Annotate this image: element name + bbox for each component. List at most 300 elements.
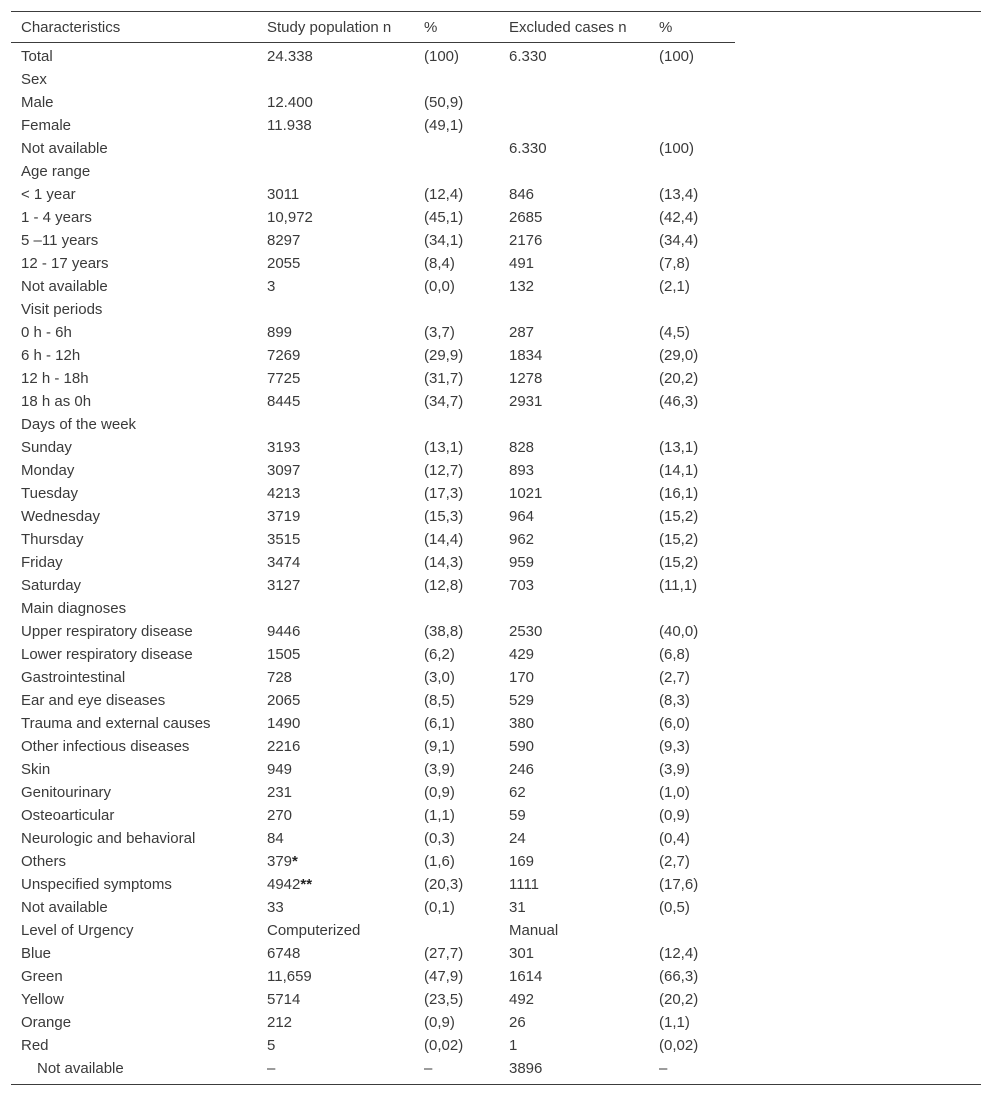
- cell-excluded-n-text: 964: [509, 508, 535, 525]
- cell-excluded-percent: [649, 965, 735, 988]
- cell-study-n-text: 231: [267, 784, 293, 801]
- table-row: [11, 91, 735, 114]
- cell-excluded-percent-text: (2,7): [659, 669, 690, 686]
- cell-characteristic: [11, 206, 257, 229]
- cell-study-n-text: 8297: [267, 232, 301, 249]
- cell-characteristic-text: 0 h - 6h: [21, 324, 72, 341]
- cell-study-percent-text: (12,4): [424, 186, 464, 203]
- cell-characteristic: [11, 689, 257, 712]
- cell-study-n-text: 1505: [267, 646, 301, 663]
- cell-excluded-n: [499, 367, 649, 390]
- cell-excluded-percent: [649, 68, 735, 91]
- table-row: [11, 321, 735, 344]
- cell-excluded-n: [499, 827, 649, 850]
- table-row: [11, 850, 735, 873]
- cell-characteristic-text: 5 –11 years: [21, 232, 99, 249]
- cell-excluded-percent: [649, 620, 735, 643]
- cell-study-n: [257, 482, 414, 505]
- cell-characteristic-text: Sunday: [21, 439, 72, 456]
- cell-characteristic-text: Friday: [21, 554, 63, 571]
- cell-characteristic-text: Wednesday: [21, 508, 100, 525]
- table-row: [11, 1034, 735, 1057]
- cell-study-n: [257, 919, 414, 942]
- cell-study-percent: [414, 574, 499, 597]
- cell-excluded-n: [499, 804, 649, 827]
- cell-study-n-text: 11.938: [267, 117, 312, 134]
- cell-study-percent-text: (12,7): [424, 462, 464, 479]
- cell-study-n: [257, 620, 414, 643]
- cell-excluded-n: [499, 1011, 649, 1034]
- cell-excluded-n-text: 6.330: [509, 140, 547, 157]
- cell-excluded-percent: [649, 689, 735, 712]
- cell-study-n-text: 3097: [267, 462, 301, 479]
- cell-study-n: [257, 988, 414, 1011]
- cell-excluded-n-text: 26: [509, 1014, 526, 1031]
- table-row: [11, 597, 735, 620]
- cell-study-n: [257, 275, 414, 298]
- cell-excluded-percent-text: (34,4): [659, 232, 699, 249]
- cell-excluded-percent: [649, 735, 735, 758]
- cell-excluded-n: [499, 942, 649, 965]
- cell-excluded-n: [499, 1057, 649, 1080]
- cell-study-percent-text: (31,7): [424, 370, 464, 387]
- table-row: [11, 206, 735, 229]
- cell-excluded-n-text: 590: [509, 738, 535, 755]
- cell-excluded-percent: [649, 459, 735, 482]
- cell-study-n-text: 5: [267, 1037, 276, 1054]
- cell-study-n: [257, 804, 414, 827]
- cell-excluded-percent: [649, 413, 735, 436]
- cell-excluded-n: [499, 321, 649, 344]
- cell-characteristic-text: Trauma and external causes: [21, 715, 211, 732]
- cell-study-percent: [414, 965, 499, 988]
- cell-excluded-n-text: 169: [509, 853, 535, 870]
- characteristics-table: [11, 12, 735, 1080]
- cell-study-n: [257, 137, 414, 160]
- cell-characteristic-text: 6 h - 12h: [21, 347, 81, 364]
- table-row: [11, 689, 735, 712]
- cell-excluded-percent-text: (9,3): [659, 738, 690, 755]
- cell-excluded-percent-text: (3,9): [659, 761, 690, 778]
- cell-excluded-n: [499, 68, 649, 91]
- cell-excluded-percent: [649, 781, 735, 804]
- cell-study-percent: [414, 597, 499, 620]
- cell-excluded-percent-text: (13,4): [659, 186, 699, 203]
- cell-excluded-percent-text: –: [659, 1060, 668, 1077]
- cell-excluded-percent: [649, 344, 735, 367]
- cell-excluded-percent: [649, 91, 735, 114]
- cell-characteristic-text: Female: [21, 117, 72, 134]
- header-excluded-cases-n: Excluded cases n: [499, 12, 649, 43]
- cell-study-percent-text: (47,9): [424, 968, 464, 985]
- cell-excluded-percent: [649, 298, 735, 321]
- cell-excluded-percent: [649, 43, 735, 69]
- table-row: [11, 804, 735, 827]
- cell-study-n-text: 3719: [267, 508, 301, 525]
- cell-characteristic-text: Ear and eye diseases: [21, 692, 166, 709]
- cell-study-percent-text: (8,5): [424, 692, 455, 709]
- cell-excluded-n-text: 2530: [509, 623, 543, 640]
- cell-characteristic: [11, 574, 257, 597]
- cell-study-n: [257, 183, 414, 206]
- cell-excluded-percent: [649, 252, 735, 275]
- cell-study-n-text: –: [267, 1060, 276, 1077]
- table-row: [11, 1011, 735, 1034]
- cell-study-percent: [414, 252, 499, 275]
- cell-excluded-n: [499, 137, 649, 160]
- cell-excluded-n: [499, 528, 649, 551]
- cell-excluded-n: [499, 206, 649, 229]
- cell-excluded-percent-text: (20,2): [659, 991, 699, 1008]
- cell-characteristic-text: 18 h as 0h: [21, 393, 92, 410]
- cell-study-n-text: 7269: [267, 347, 301, 364]
- cell-excluded-percent-text: (46,3): [659, 393, 699, 410]
- cell-study-percent: [414, 206, 499, 229]
- cell-study-n: [257, 597, 414, 620]
- table-row: [11, 528, 735, 551]
- cell-excluded-percent: [649, 505, 735, 528]
- table-row: [11, 436, 735, 459]
- cell-study-n: [257, 206, 414, 229]
- cell-excluded-n-text: 31: [509, 899, 526, 916]
- table-row: [11, 252, 735, 275]
- cell-study-percent-text: (8,4): [424, 255, 455, 272]
- cell-study-percent-text: (34,7): [424, 393, 464, 410]
- cell-excluded-n-text: 846: [509, 186, 535, 203]
- cell-study-percent-text: (23,5): [424, 991, 464, 1008]
- cell-characteristic: [11, 413, 257, 436]
- cell-study-percent-text: (1,6): [424, 853, 455, 870]
- cell-characteristic: [11, 827, 257, 850]
- cell-characteristic: [11, 712, 257, 735]
- cell-characteristic: [11, 183, 257, 206]
- cell-excluded-n: [499, 643, 649, 666]
- table-row: [11, 137, 735, 160]
- cell-characteristic-text: Red: [21, 1037, 49, 1054]
- cell-study-percent-text: (3,0): [424, 669, 455, 686]
- cell-excluded-percent-text: (66,3): [659, 968, 699, 985]
- cell-excluded-n-text: 6.330: [509, 48, 547, 65]
- cell-excluded-n: [499, 873, 649, 896]
- cell-study-n-text: 11,659: [267, 968, 312, 985]
- cell-study-n: [257, 43, 414, 69]
- cell-study-n: [257, 229, 414, 252]
- cell-excluded-percent-text: (0,5): [659, 899, 690, 916]
- cell-excluded-n-text: 959: [509, 554, 535, 571]
- cell-characteristic-text: Age range: [21, 163, 91, 180]
- table-row: [11, 896, 735, 919]
- cell-characteristic-text: 12 h - 18h: [21, 370, 89, 387]
- cell-excluded-percent: [649, 850, 735, 873]
- cell-study-percent-text: (12,8): [424, 577, 464, 594]
- cell-study-n: [257, 689, 414, 712]
- table-row: [11, 919, 735, 942]
- table-row: [11, 873, 735, 896]
- cell-excluded-percent-text: (42,4): [659, 209, 699, 226]
- cell-excluded-percent: [649, 528, 735, 551]
- cell-characteristic: [11, 229, 257, 252]
- table-row: [11, 344, 735, 367]
- cell-excluded-n-text: 492: [509, 991, 535, 1008]
- cell-excluded-n-text: 132: [509, 278, 535, 295]
- table-row: [11, 482, 735, 505]
- cell-characteristic: [11, 160, 257, 183]
- cell-characteristic-text: Visit periods: [21, 301, 103, 318]
- cell-characteristic-text: Monday: [21, 462, 75, 479]
- cell-excluded-percent-text: (11,1): [659, 577, 698, 594]
- table-row: [11, 965, 735, 988]
- cell-characteristic-text: Total: [21, 48, 53, 65]
- cell-excluded-n: [499, 114, 649, 137]
- cell-study-n: [257, 321, 414, 344]
- table-row: [11, 275, 735, 298]
- cell-excluded-n: [499, 689, 649, 712]
- cell-characteristic-text: Thursday: [21, 531, 84, 548]
- cell-study-n: [257, 896, 414, 919]
- cell-study-percent: [414, 43, 499, 69]
- cell-excluded-percent-text: (20,2): [659, 370, 699, 387]
- cell-excluded-percent: [649, 1034, 735, 1057]
- cell-excluded-n-text: 59: [509, 807, 526, 824]
- cell-study-n: [257, 298, 414, 321]
- cell-study-percent: [414, 390, 499, 413]
- cell-characteristic: [11, 114, 257, 137]
- table-row: [11, 827, 735, 850]
- cell-excluded-percent-text: (0,9): [659, 807, 690, 824]
- cell-characteristic: [11, 459, 257, 482]
- cell-study-n: [257, 574, 414, 597]
- cell-study-n-text: 728: [267, 669, 293, 686]
- cell-characteristic: [11, 804, 257, 827]
- table-row: [11, 160, 735, 183]
- cell-characteristic: [11, 505, 257, 528]
- cell-characteristic: [11, 1034, 257, 1057]
- cell-study-percent: [414, 781, 499, 804]
- cell-study-percent: [414, 804, 499, 827]
- cell-study-n: [257, 942, 414, 965]
- cell-study-n: [257, 643, 414, 666]
- cell-excluded-n-text: 703: [509, 577, 535, 594]
- cell-excluded-percent-text: (16,1): [659, 485, 699, 502]
- cell-study-n: [257, 367, 414, 390]
- cell-excluded-n-text: 429: [509, 646, 535, 663]
- cell-excluded-n-text: 24: [509, 830, 526, 847]
- cell-characteristic-text: Gastrointestinal: [21, 669, 126, 686]
- table-row: [11, 459, 735, 482]
- table-body: [11, 43, 735, 1081]
- cell-study-n: [257, 758, 414, 781]
- cell-excluded-percent: [649, 206, 735, 229]
- cell-excluded-n-text: 1278: [509, 370, 543, 387]
- cell-excluded-n-text: 246: [509, 761, 535, 778]
- cell-study-n-text: 212: [267, 1014, 293, 1031]
- cell-characteristic-text: Days of the week: [21, 416, 137, 433]
- cell-characteristic-text: Not available: [21, 140, 108, 157]
- cell-study-n: [257, 505, 414, 528]
- cell-characteristic-text: < 1 year: [21, 186, 76, 203]
- cell-excluded-n: [499, 482, 649, 505]
- cell-study-percent: [414, 298, 499, 321]
- cell-study-n-text: 10,972: [267, 209, 313, 226]
- cell-characteristic: [11, 781, 257, 804]
- cell-excluded-percent: [649, 1057, 735, 1080]
- cell-excluded-n: [499, 160, 649, 183]
- cell-characteristic: [11, 1057, 257, 1080]
- cell-characteristic: [11, 896, 257, 919]
- cell-characteristic: [11, 1011, 257, 1034]
- table-row: [11, 620, 735, 643]
- cell-excluded-percent: [649, 873, 735, 896]
- cell-characteristic: [11, 620, 257, 643]
- table-row: [11, 367, 735, 390]
- cell-characteristic: [11, 252, 257, 275]
- cell-study-n-text: 5714: [267, 991, 301, 1008]
- cell-study-percent: [414, 436, 499, 459]
- cell-excluded-percent-text: (7,8): [659, 255, 690, 272]
- cell-study-n-text: 84: [267, 830, 284, 847]
- cell-study-percent-text: (27,7): [424, 945, 464, 962]
- cell-study-percent: [414, 68, 499, 91]
- cell-characteristic-text: Skin: [21, 761, 51, 778]
- cell-excluded-n: [499, 298, 649, 321]
- cell-characteristic-text: Not available: [21, 278, 108, 295]
- cell-study-percent: [414, 229, 499, 252]
- cell-excluded-percent-text: (8,3): [659, 692, 690, 709]
- cell-study-percent-text: (0,02): [424, 1037, 464, 1054]
- footnote-mark: *: [292, 853, 298, 870]
- cell-excluded-n: [499, 91, 649, 114]
- table-row: [11, 505, 735, 528]
- cell-study-n-text: 899: [267, 324, 293, 341]
- cell-excluded-n: [499, 413, 649, 436]
- cell-excluded-percent: [649, 367, 735, 390]
- cell-study-percent: [414, 137, 499, 160]
- cell-study-percent-text: (49,1): [424, 117, 464, 134]
- cell-excluded-percent-text: (100): [659, 140, 695, 157]
- cell-characteristic-text: Other infectious diseases: [21, 738, 190, 755]
- cell-excluded-percent-text: (12,4): [659, 945, 699, 962]
- cell-excluded-n: [499, 183, 649, 206]
- cell-excluded-n: [499, 781, 649, 804]
- cell-characteristic-text: Yellow: [21, 991, 64, 1008]
- cell-study-percent-text: (34,1): [424, 232, 464, 249]
- cell-excluded-percent: [649, 643, 735, 666]
- cell-study-n-text: 3474: [267, 554, 301, 571]
- cell-study-n-text: 949: [267, 761, 293, 778]
- cell-characteristic-text: Upper respiratory disease: [21, 623, 193, 640]
- cell-excluded-n-text: 2931: [509, 393, 543, 410]
- cell-characteristic-text: Blue: [21, 945, 52, 962]
- cell-study-n: [257, 528, 414, 551]
- cell-excluded-n-text: Manual: [509, 922, 559, 939]
- cell-characteristic: [11, 942, 257, 965]
- cell-study-percent: [414, 919, 499, 942]
- cell-excluded-n-text: 2685: [509, 209, 543, 226]
- cell-study-percent: [414, 689, 499, 712]
- cell-study-percent-text: (45,1): [424, 209, 464, 226]
- cell-study-percent-text: (38,8): [424, 623, 464, 640]
- cell-excluded-n-text: 828: [509, 439, 535, 456]
- cell-excluded-percent: [649, 896, 735, 919]
- cell-excluded-percent: [649, 390, 735, 413]
- cell-study-percent: [414, 988, 499, 1011]
- cell-excluded-n: [499, 574, 649, 597]
- cell-excluded-percent: [649, 666, 735, 689]
- cell-excluded-percent: [649, 758, 735, 781]
- cell-excluded-percent-text: (1,1): [659, 1014, 690, 1031]
- table-row: [11, 988, 735, 1011]
- cell-characteristic: [11, 137, 257, 160]
- cell-excluded-percent-text: (15,2): [659, 554, 699, 571]
- cell-characteristic: [11, 390, 257, 413]
- cell-study-percent-text: (17,3): [424, 485, 464, 502]
- cell-excluded-percent: [649, 160, 735, 183]
- cell-study-n: [257, 459, 414, 482]
- cell-study-n-text: 379: [267, 853, 293, 870]
- cell-excluded-n: [499, 597, 649, 620]
- table-frame: [11, 11, 981, 1085]
- cell-characteristic: [11, 873, 257, 896]
- cell-excluded-percent: [649, 551, 735, 574]
- cell-excluded-n-text: 3896: [509, 1060, 543, 1077]
- cell-study-n: [257, 965, 414, 988]
- cell-excluded-percent: [649, 712, 735, 735]
- cell-study-percent-text: (50,9): [424, 94, 464, 111]
- cell-study-n: [257, 712, 414, 735]
- table-row: [11, 114, 735, 137]
- table-row: [11, 666, 735, 689]
- cell-study-n: [257, 252, 414, 275]
- cell-characteristic-text: Tuesday: [21, 485, 78, 502]
- table-row: [11, 781, 735, 804]
- cell-excluded-n: [499, 459, 649, 482]
- cell-characteristic: [11, 344, 257, 367]
- cell-excluded-percent-text: (2,7): [659, 853, 690, 870]
- cell-excluded-n: [499, 850, 649, 873]
- cell-excluded-n: [499, 436, 649, 459]
- cell-characteristic: [11, 91, 257, 114]
- cell-study-percent-text: (0,9): [424, 1014, 455, 1031]
- table-row: [11, 298, 735, 321]
- cell-study-percent: [414, 850, 499, 873]
- cell-characteristic-text: Male: [21, 94, 54, 111]
- cell-study-n-text: 3011: [267, 186, 300, 203]
- cell-study-percent-text: (100): [424, 48, 460, 65]
- cell-characteristic-text: Neurologic and behavioral: [21, 830, 196, 847]
- cell-excluded-percent: [649, 804, 735, 827]
- cell-characteristic-text: Green: [21, 968, 63, 985]
- cell-excluded-n: [499, 666, 649, 689]
- cell-study-n-text: Computerized: [267, 922, 361, 939]
- cell-study-percent-text: (6,2): [424, 646, 455, 663]
- cell-study-percent: [414, 896, 499, 919]
- cell-excluded-n-text: 1834: [509, 347, 543, 364]
- cell-characteristic-text: Not available: [37, 1060, 124, 1077]
- cell-study-percent: [414, 666, 499, 689]
- cell-study-percent: [414, 367, 499, 390]
- cell-characteristic: [11, 735, 257, 758]
- cell-excluded-n-text: 491: [509, 255, 535, 272]
- cell-excluded-n: [499, 620, 649, 643]
- cell-study-n: [257, 344, 414, 367]
- cell-excluded-percent-text: (4,5): [659, 324, 690, 341]
- cell-excluded-percent: [649, 436, 735, 459]
- cell-characteristic: [11, 597, 257, 620]
- cell-study-percent-text: (14,3): [424, 554, 464, 571]
- cell-study-percent: [414, 620, 499, 643]
- cell-excluded-n-text: 962: [509, 531, 535, 548]
- cell-study-percent: [414, 344, 499, 367]
